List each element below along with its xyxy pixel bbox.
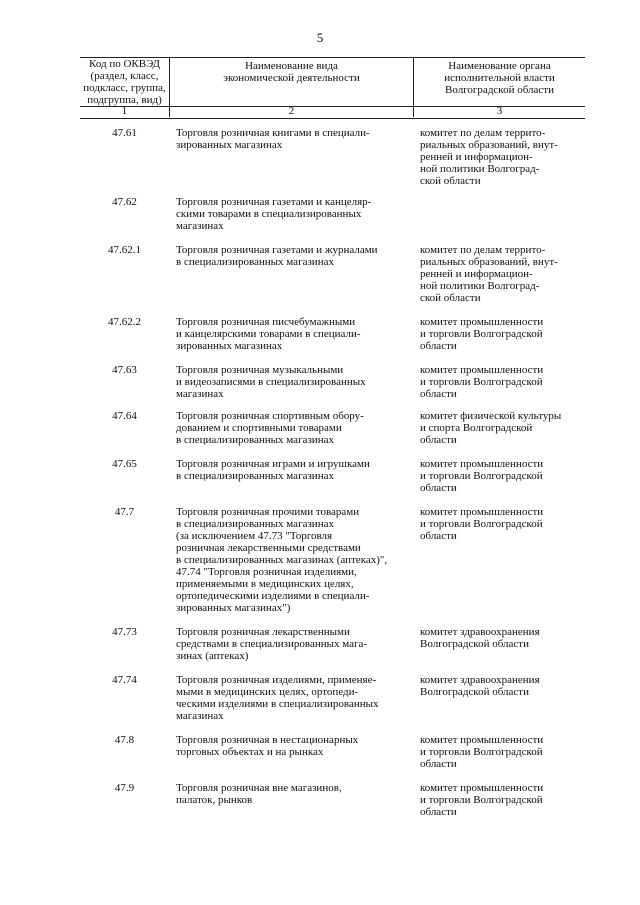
activity-name: Торговля розничная писчебумажными и канцелярскими товарами в специали- зированных магазинах [176, 316, 361, 352]
activity-name: Торговля розничная музыкальными и видеозаписями в специализированных магазинах [176, 364, 366, 400]
okved-code: 47.61 [112, 127, 137, 139]
authority-name: комитет здравоохранения Волгоградской области [420, 626, 540, 650]
activity-name: Торговля розничная лекарственными средствами в специализированных мага- зинах (аптеках) [176, 626, 368, 662]
activity-name: Торговля розничная газетами и журналами в специализированных магазинах [176, 244, 378, 268]
column-number-1: 1 [121, 105, 128, 117]
okved-code: 47.73 [112, 626, 137, 638]
column-number-3: 3 [496, 105, 503, 117]
okved-code: 47.8 [114, 734, 135, 746]
okved-code: 47.62.2 [108, 316, 141, 328]
authority-name: комитет промышленности и торговли Волгоградской области [420, 316, 544, 352]
activity-name: Торговля розничная спортивным обору- дованием и спортивными товарами в специализированных магазинах [176, 410, 364, 446]
okved-code: 47.7 [114, 506, 135, 518]
activity-name: Торговля розничная вне магазинов, палаток, рынков [176, 782, 342, 806]
page-number: 5 [316, 30, 324, 45]
activity-name: Торговля розничная прочими товарами в специализированных магазинах (за исключением 47.73 "Торговля розничная лекарственными средствами в специализированных магазинах (аптеках)", 47.74 "Торговля розничная изделиями, применяемыми в медицинских целях, ортопедическими изделиями в специали- зированных магазинах") [176, 506, 388, 614]
authority-name: комитет промышленности и торговли Волгоградской области [420, 506, 544, 542]
okved-code: 47.64 [112, 410, 137, 422]
authority-name: комитет промышленности и торговли Волгоградской области [420, 458, 544, 494]
authority-name: комитет по делам террито- риальных образований, внут- ренней и информацион- ной политики Волгоград- ской области [420, 244, 558, 304]
activity-name: Торговля розничная изделиями, применяе- мыми в медицинских целях, ортопеди- ческими изделиями в специализированных магазинах [176, 674, 379, 722]
header-authority-name: Наименование органа исполнительной власти Волгоградской области [444, 60, 555, 96]
authority-name: комитет промышленности и торговли Волгоградской области [420, 782, 544, 818]
okved-code: 47.65 [112, 458, 137, 470]
okved-code: 47.62.1 [108, 244, 141, 256]
okved-code: 47.9 [114, 782, 135, 794]
okved-code: 47.74 [112, 674, 137, 686]
authority-name: комитет промышленности и торговли Волгоградской области [420, 364, 544, 400]
authority-name: комитет физической культуры и спорта Волгоградской области [420, 410, 562, 446]
activity-name: Торговля розничная играми и игрушками в специализированных магазинах [176, 458, 370, 482]
authority-name: комитет промышленности и торговли Волгоградской области [420, 734, 544, 770]
activity-name: Торговля розничная в нестационарных торговых объектах и на рынках [176, 734, 359, 758]
header-okved-code: Код по ОКВЭД (раздел, класс, подкласс, группа, подгруппа, вид) [83, 58, 166, 106]
okved-code: 47.62 [112, 196, 137, 208]
header-activity-name: Наименование вида экономической деятельности [223, 60, 360, 84]
authority-name: комитет по делам террито- риальных образований, внут- ренней и информацион- ной политики Волгоград- ской области [420, 127, 558, 187]
okved-code: 47.63 [112, 364, 137, 376]
activity-name: Торговля розничная газетами и канцеляр- скими товарами в специализированных магазинах [176, 196, 372, 232]
column-number-2: 2 [288, 105, 295, 117]
authority-name: комитет здравоохранения Волгоградской области [420, 674, 540, 698]
activity-name: Торговля розничная книгами в специали- зированных магазинах [176, 127, 370, 151]
